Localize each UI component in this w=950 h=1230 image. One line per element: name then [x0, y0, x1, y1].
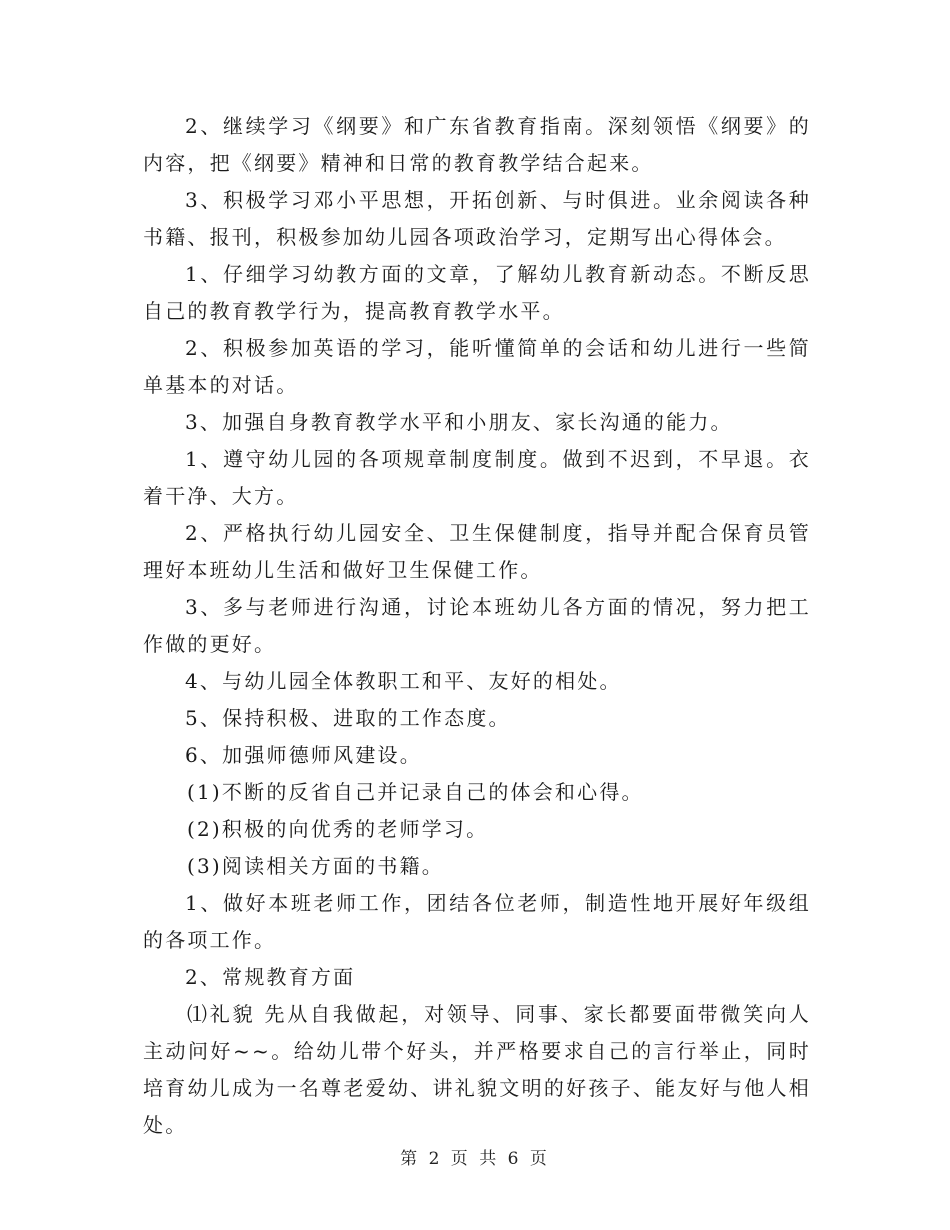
paragraph: 3、积极学习邓小平思想，开拓创新、与时俱进。业余阅读各种书籍、报刊，积极参加幼儿园各项政治学习，定期写出心得体会。 [143, 188, 811, 249]
paragraph: 6、加强师德师风建设。 [185, 743, 422, 767]
document-body [143, 108, 811, 1144]
paragraph: 3、多与老师进行沟通，讨论本班幼儿各方面的情况，努力把工作做的更好。 [143, 595, 811, 656]
paragraph: 3、加强自身教育教学水平和小朋友、家长沟通的能力。 [185, 410, 733, 434]
sub-item: (2)积极的向优秀的老师学习。 [187, 817, 489, 841]
paragraph: 2、继续学习《纲要》和广东省教育指南。深刻领悟《纲要》的内容，把《纲要》精神和日常的教育教学结合起来。 [143, 114, 811, 175]
paragraph: 1、仔细学习幼教方面的文章，了解幼儿教育新动态。不断反思自己的教育教学行为，提高教育教学水平。 [143, 262, 811, 323]
paragraph: 2、常规教育方面 [185, 965, 356, 989]
paragraph: 2、严格执行幼儿园安全、卫生保健制度，指导并配合保育员管理好本班幼儿生活和做好卫生保健工作。 [143, 521, 811, 582]
paragraph: 1、做好本班老师工作，团结各位老师，制造性地开展好年级组的各项工作。 [143, 891, 811, 952]
paragraph: 2、积极参加英语的学习，能听懂简单的会话和幼儿进行一些简单基本的对话。 [143, 336, 811, 397]
paragraph: 5、保持积极、进取的工作态度。 [185, 706, 511, 730]
page-number-footer: 第 2 页 共 6 页 [400, 1149, 550, 1169]
sub-item: (3)阅读相关方面的书籍。 [187, 854, 444, 878]
paragraph: 4、与幼儿园全体教职工和平、友好的相处。 [185, 669, 622, 693]
paragraph: ⑴礼貌 先从自我做起，对领导、同事、家长都要面带微笑向人主动问好~~。给幼儿带个好头，并严格要求自己的言行举止，同时培育幼儿成为一名尊老爱幼、讲礼貌文明的好孩子、能友好与他人相处。 [143, 1002, 811, 1137]
sub-item: (1)不断的反省自己并记录自己的体会和心得。 [187, 780, 644, 804]
paragraph: 1、遵守幼儿园的各项规章制度制度。做到不迟到，不早退。衣着干净、大方。 [143, 447, 811, 508]
